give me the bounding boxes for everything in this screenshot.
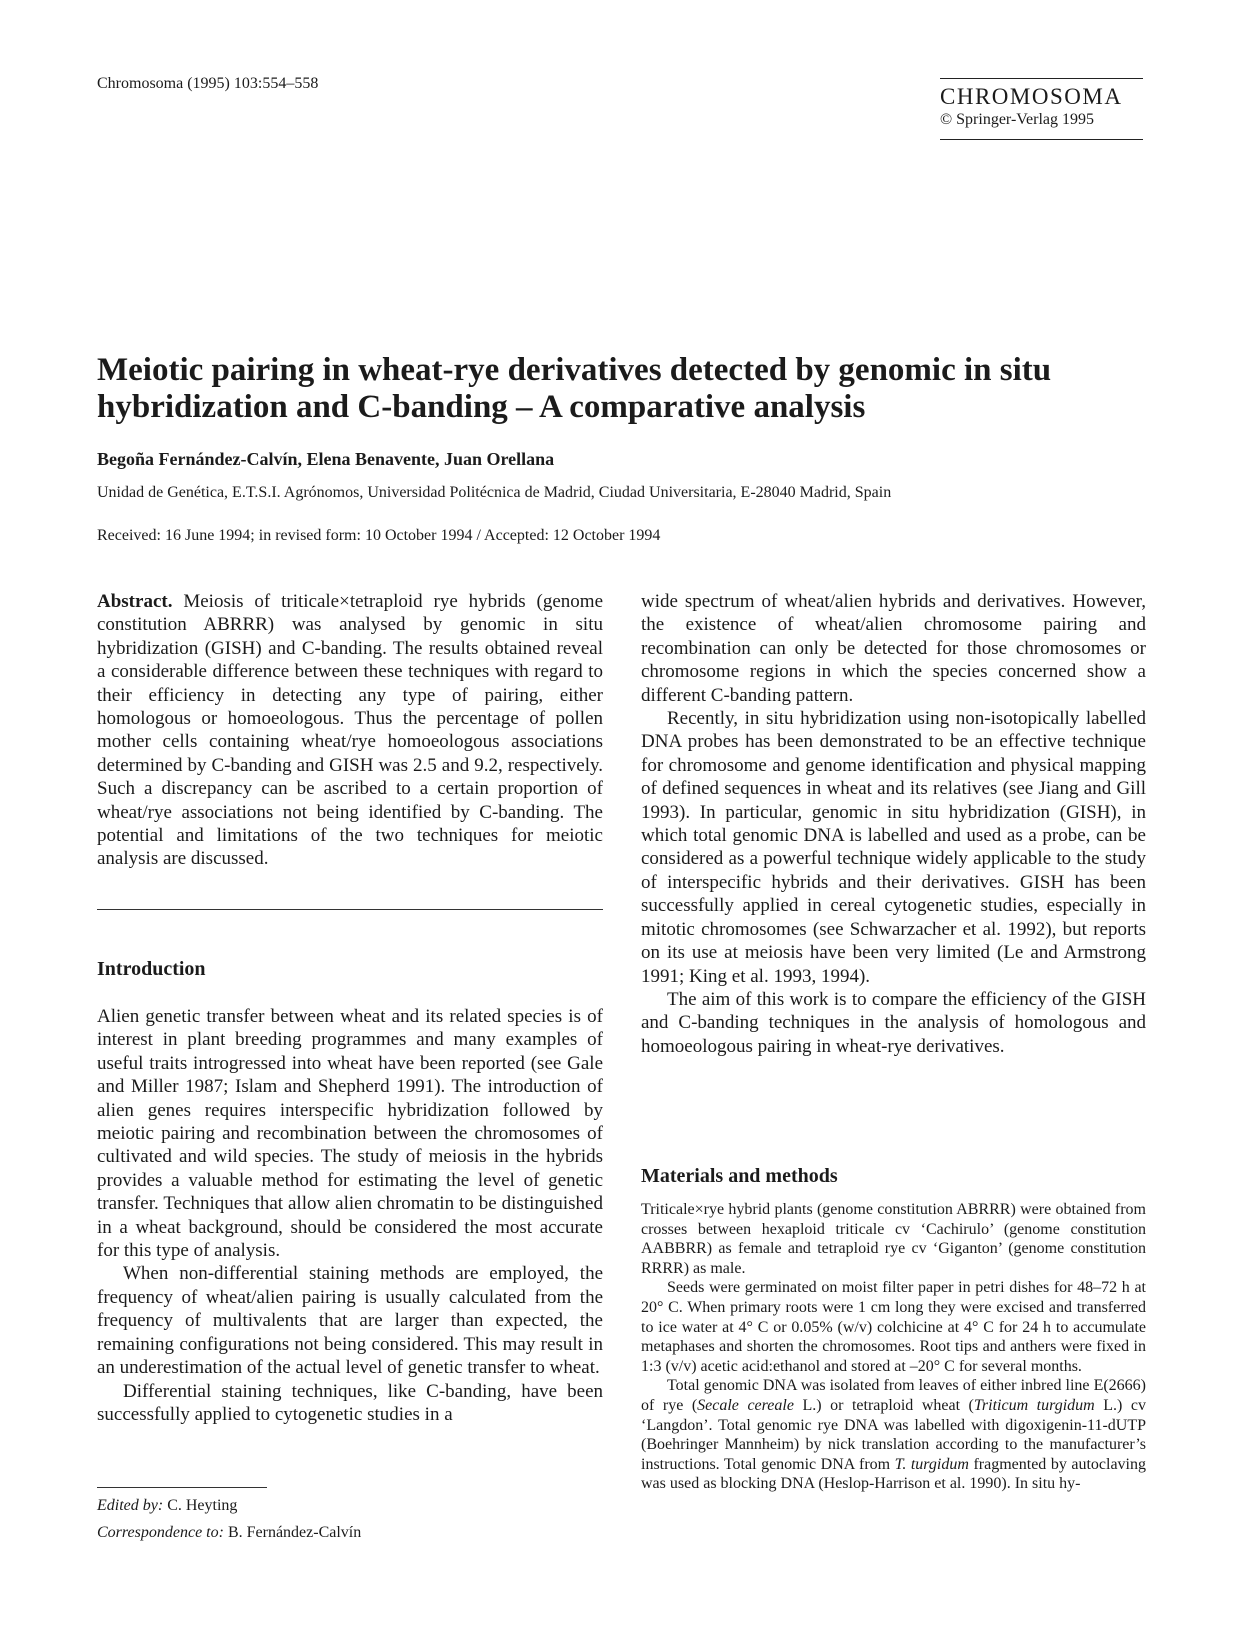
abstract-label: Abstract.	[97, 591, 173, 612]
species-name: Triticum turgidum	[973, 1396, 1095, 1414]
article-title: Meiotic pairing in wheat-rye derivatives detected by genomic in situ hybridization and C-banding – A comparative analysis	[97, 352, 1052, 425]
masthead-bottom-rule	[940, 139, 1143, 140]
intro-paragraph: The aim of this work is to compare the efficiency of the GISH and C-banding techniques in the analysis of homologous and homoeologous pairing in wheat-rye derivatives.	[641, 988, 1146, 1057]
article-dates: Received: 16 June 1994; in revised form: 10 October 1994 / Accepted: 12 October 1994	[97, 527, 661, 544]
abstract-divider	[97, 909, 603, 910]
methods-text: Total genomic DNA was isolated from leaves of either inbred line E(2666) of rye (	[641, 1377, 1146, 1414]
abstract-paragraph	[97, 590, 603, 871]
edited-by-label: Edited by:	[97, 1497, 164, 1514]
edited-by-note	[97, 1497, 237, 1515]
abstract-text: Meiosis of triticale×tetraploid rye hybrids (genome constitution ABRRR) was analysed by genomic in situ hybridization (GISH) and C-banding. The results obtained reveal a considerable difference between these techniques with regard to their efficiency in detecting any type of pairing, either homologous or homoeologous. Thus the percentage of pollen mother cells containing wheat/rye homoeologous associations determined by C-banding and GISH was 2.5 and 9.2, respectively. Such a discrepancy can be ascribed to a certain proportion of wheat/rye associations not being identified by C-banding. The potential and limitations of the two techniques for meiotic analysis are discussed.	[97, 591, 604, 870]
intro-paragraph: Recently, in situ hybridization using non-isotopically labelled DNA probes has been demonstrated to be an effective technique for chromosome and genome identification and physical mapping of defined sequences in wheat and its relatives (see Jiang and Gill 1993). In particular, genomic in situ hybridization (GISH), in which total genomic DNA is labelled and used as a probe, can be considered as a powerful technique widely applicable to the study of interspecific hybrids and their derivatives. GISH has been successfully applied in cereal cytogenetic studies, especially in mitotic chromosomes (see Schwarzacher et al. 1992), but reports on its use at meiosis have been very limited (Le and Armstrong 1991; King et al. 1993, 1994).	[641, 708, 1146, 987]
publisher-copyright: © Springer-Verlag 1995	[940, 111, 1095, 128]
editor-name: C. Heyting	[167, 1497, 238, 1514]
intro-paragraph: When non-differential staining methods are employed, the frequency of wheat/alien pairing is usually calculated from the frequency of multivalents that are larger than expected, the remaining configurations not being considered. This may result in an underestimation of the actual level of genetic transfer to wheat.	[97, 1263, 603, 1379]
introduction-right-column	[641, 590, 1146, 1058]
methods-paragraph: Seeds were germinated on moist filter paper in petri dishes for 48–72 h at 20° C. When primary roots were 1 cm long they were excised and transferred to ice water at 4° C or 0.05% (w/v) colchicine at 4° C for 24 h to accumulate metaphases and shorten the chromosomes. Root tips and anthers were fixed in 1:3 (v/v) acetic acid:ethanol and stored at –20° C for several months.	[641, 1279, 1146, 1375]
journal-masthead	[940, 78, 1143, 140]
introduction-heading: Introduction	[97, 958, 206, 980]
correspondence-note	[97, 1524, 361, 1542]
methods-text: L.) cv ‘Langdon’. Total genomic rye DNA was labelled with digoxigenin-11-dUTP (Boehringer Mannheim) by nick translation according to the manufacturer’s instructions. Total genomic DNA from	[641, 1396, 1147, 1473]
masthead-top-rule	[940, 78, 1143, 79]
species-name: Secale cereale	[697, 1396, 794, 1414]
methods-paragraph	[641, 1376, 1146, 1494]
intro-paragraph: Differential staining techniques, like C-banding, have been successfully applied to cytogenetic studies in a	[97, 1380, 603, 1425]
introduction-left-column	[97, 1005, 603, 1426]
footnote-divider	[97, 1487, 267, 1488]
abstract-block	[97, 590, 603, 871]
intro-paragraph: Alien genetic transfer between wheat and its related species is of interest in plant breeding programmes and many examples of useful traits introgressed into wheat have been reported (see Gale and Miller 1987; Islam and Shepherd 1991). The introduction of alien genes requires interspecific hybridization followed by meiotic pairing and recombination between the chromosomes of cultivated and wild species. The study of meiosis in the hybrids provides a valuable method for estimating the level of genetic transfer. Techniques that allow alien chromatin to be distinguished in a wheat background, should be considered the most accurate for this type of analysis.	[97, 1006, 603, 1262]
correspondence-label: Correspondence to:	[97, 1524, 224, 1541]
journal-citation: Chromosoma (1995) 103:554–558	[97, 75, 319, 92]
author-affiliation: Unidad de Genética, E.T.S.I. Agrónomos, Universidad Politécnica de Madrid, Ciudad Universitaria, E-28040 Madrid, Spain	[97, 484, 892, 501]
intro-paragraph: wide spectrum of wheat/alien hybrids and derivatives. However, the existence of wheat/alien chromosome pairing and recombination can only be detected for those chromosomes or chromosome regions in which the species concerned show a different C-banding pattern.	[641, 591, 1146, 706]
methods-paragraph: Triticale×rye hybrid plants (genome constitution ABRRR) were obtained from crosses between hexaploid triticale cv ‘Cachirulo’ (genome constitution AABBRR) as female and tetraploid rye cv ‘Giganton’ (genome constitution RRRR) as male.	[641, 1201, 1146, 1277]
methods-column	[641, 1200, 1146, 1494]
journal-name: CHROMOSOMA	[940, 84, 1123, 109]
article-authors: Begoña Fernández-Calvín, Elena Benavente, Juan Orellana	[97, 449, 555, 469]
species-name: T. turgidum	[894, 1455, 969, 1473]
correspondence-name: B. Fernández-Calvín	[227, 1524, 362, 1541]
methods-text: L.) or tetraploid wheat (	[793, 1396, 974, 1414]
methods-heading: Materials and methods	[641, 1165, 838, 1187]
methods-text: fragmented by autoclaving was used as blocking DNA (Heslop-Harrison et al. 1990). In situ hy-	[641, 1455, 1146, 1493]
